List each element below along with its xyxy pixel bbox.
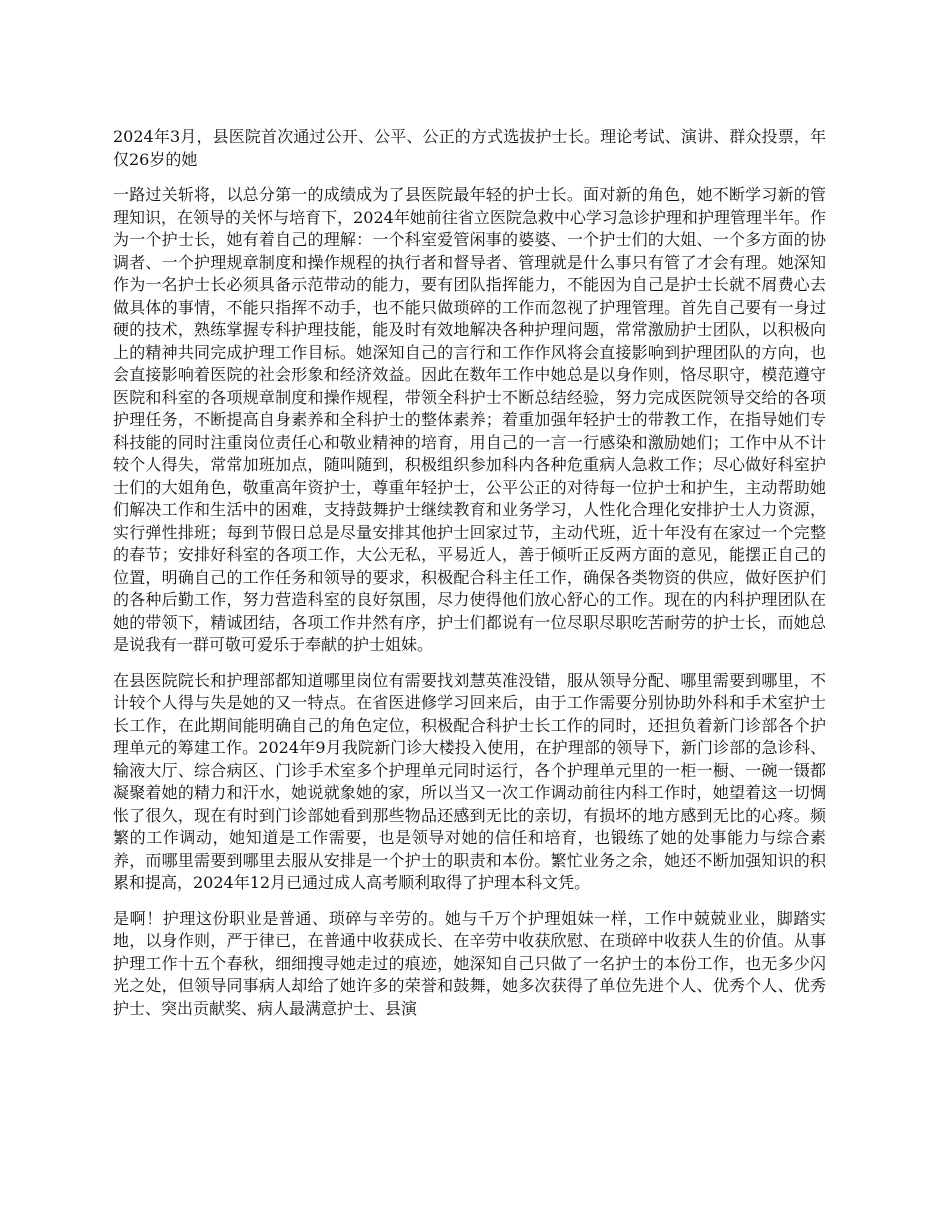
paragraph-intro: 2024年3月，县医院首次通过公开、公平、公正的方式选拔护士长。理论考试、演讲、群众投票，年仅26岁的她 <box>113 127 826 169</box>
paragraph-outpatient-work: 在县医院院长和护理部都知道哪里岗位有需要找刘慧英准没错，服从领导分配、哪里需要到哪里，不计较个人得与失是她的又一特点。在省医进修学习回来后，由于工作需要分别协助外科和手术室护士长工作，在此期间能明确自己的角色定位，积极配合科护士长工作的同时，还担负着新门诊部各个护理单元的筹建工作。2024年9月我院新门诊大楼投入使用，在护理部的领导下，新门诊部的急诊科、输液大厅、综合病区、门诊手术室多个护理单元同时运行，各个护理单元里的一柜一橱、一碗一镊都凝聚着她的精力和汗水，她说就象她的家，所以当又一次工作调动前往内科工作时，她望着这一切惆怅了很久，现在有时到门诊部她看到那些物品还感到无比的亲切，有损坏的地方感到无比的心疼。频繁的工作调动，她知道是工作需要，也是领导对她的信任和培育，也锻练了她的处事能力与综合素养，而哪里需要到哪里去服从安排是一个护士的职责和本份。繁忙业务之余，她还不断加强知识的积累和提高，2024年12月已通过成人高考顺利取得了护理本科文凭。 <box>113 670 826 892</box>
paragraph-nursing-career: 是啊！护理这份职业是普通、琐碎与辛劳的。她与千万个护理姐妹一样，工作中兢兢业业，脚踏实地，以身作则，严于律已，在普通中收获成长、在辛劳中收获欣慰、在琐碎中收获人生的价值。从事护理工作十五个春秋，细细搜寻她走过的痕迹，她深知自己只做了一名护士的本份工作，也无多少闪光之处，但领导同事病人却给了她许多的荣誉和鼓舞，她多次获得了单位先进个人、优秀个人、优秀护士、突出贡献奖、病人最满意护士、县演 <box>113 908 826 1018</box>
document-page <box>113 126 826 1033</box>
paragraph-head-nurse-role: 一路过关斩将，以总分第一的成绩成为了县医院最年轻的护士长。面对新的角色，她不断学习新的管理知识，在领导的关怀与培育下，2024年她前往省立医院急救中心学习急诊护理和护理管理半年。作为一个护士长，她有着自己的理解：一个科室爱管闲事的婆婆、一个护士们的大姐、一个多方面的协调者、一个护理规章制度和操作规程的执行者和督导者、管理就是什么事只有管了才会有理。她深知作为一名护士长必须具备示范带动的能力，要有团队指挥能力，不能因为自己是护士长就不屑费心去做具体的事情，不能只指挥不动手，也不能只做琐碎的工作而忽视了护理管理。首先自己要有一身过硬的技术，熟练掌握专科护理技能，能及时有效地解决各种护理问题，常常激励护士团队，以积极向上的精神共同完成护理工作目标。她深知自己的言行和工作作风将会直接影响到护理团队的方向，也会直接影响着医院的社会形象和经济效益。因此在数年工作中她总是以身作则，恪尽职守，模范遵守医院和科室的各项规章制度和操作规程，带领全科护士不断总结经验，努力完成医院领导交给的各项护理任务，不断提高自身素养和全科护士的整体素养；着重加强年轻护士的带教工作，在指导她们专科技能的同时注重岗位责任心和敬业精神的培育，用自己的一言一行感染和激励她们；工作中从不计较个人得失，常常加班加点，随叫随到，积极组织参加科内各种危重病人急救工作；尽心做好科室护士们的大姐角色，敬重高年资护士，尊重年轻护士，公平公正的对待每一位护士和护生，主动帮助她们解决工作和生活中的困难，支持鼓舞护士继续教育和业务学习，人性化合理化安排护士人力资源，实行弹性排班；每到节假日总是尽量安排其他护士回家过节，主动代班，近十年没有在家过一个完整的春节；安排好科室的各项工作，大公无私，平易近人，善于倾听正反两方面的意见，能摆正自己的位置，明确自己的工作任务和领导的要求，积极配合科主任工作，确保各类物资的供应，做好医护们的各种后勤工作，努力营造科室的良好氛围，尽力使得他们放心舒心的工作。现在的内科护理团队在她的带领下，精诚团结，各项工作井然有序，护士们都说有一位尽职尽职吃苦耐劳的护士长，而她总是说我有一群可敬可爱乐于奉献的护士姐妹。 <box>113 185 826 654</box>
